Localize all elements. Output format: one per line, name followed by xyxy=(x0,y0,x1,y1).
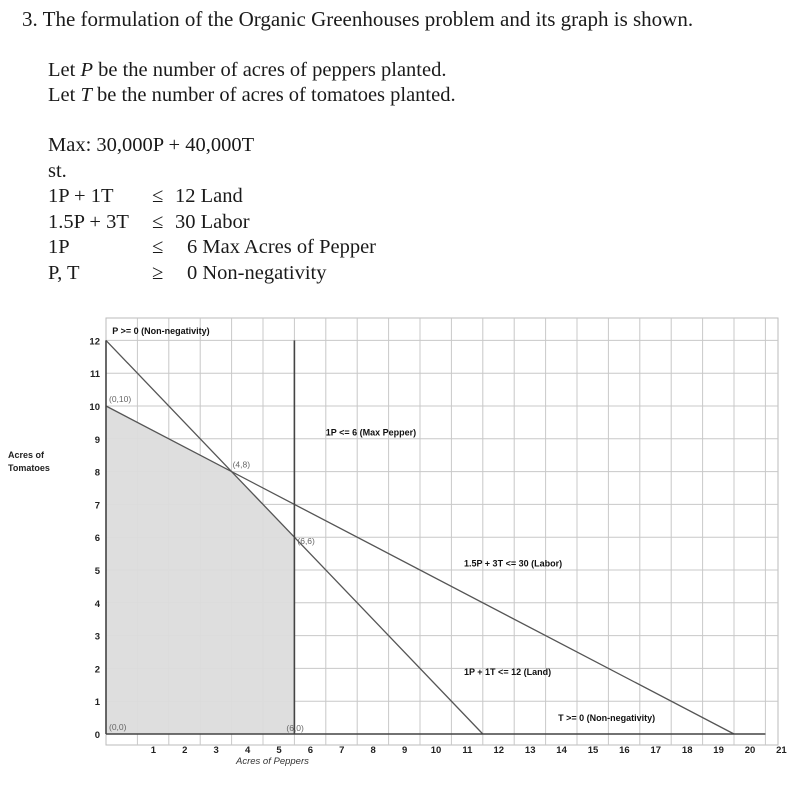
constraint-label: 1P + 1T <= 12 (Land) xyxy=(463,666,552,677)
x-tick-label: 17 xyxy=(650,745,662,756)
x-tick-label: 5 xyxy=(276,745,282,756)
corner-point-label: (4,8) xyxy=(232,459,251,470)
x-tick-label: 11 xyxy=(462,745,473,756)
constraint-label: P >= 0 (Non-negativity) xyxy=(112,325,210,336)
x-tick-label: 8 xyxy=(370,745,376,756)
y-tick-label: 12 xyxy=(89,336,100,348)
x-tick-label: 20 xyxy=(744,745,756,756)
y-tick-label: 10 xyxy=(89,402,100,413)
corner-point-label: (0,0) xyxy=(109,722,127,732)
x-tick-label: 1 xyxy=(150,745,157,756)
subject-to-label: st. xyxy=(48,159,67,182)
variable-definitions xyxy=(48,58,456,108)
y-tick-label: 0 xyxy=(94,730,100,741)
feasible-region-graph xyxy=(0,300,808,785)
definition-p: Let P be the number of acres of peppers planted. xyxy=(48,59,447,81)
y-tick-label: 1 xyxy=(94,697,100,709)
x-tick-label: 6 xyxy=(307,745,314,756)
x-tick-label: 4 xyxy=(244,745,251,756)
x-tick-label: 16 xyxy=(619,745,630,756)
x-tick-label: 18 xyxy=(681,745,693,756)
constraint-non-negativity: P, T ≥ 0 Non-negativity xyxy=(48,261,327,284)
x-tick-label: 7 xyxy=(339,745,345,756)
constraint-land: 1P + 1T ≤ 12 Land xyxy=(48,185,243,207)
y-tick-label: 8 xyxy=(94,467,100,479)
x-tick-label: 10 xyxy=(430,745,442,756)
y-tick-label: 4 xyxy=(94,598,100,610)
x-axis-title: Acres of Peppers xyxy=(236,756,309,767)
corner-point-label: (6,0) xyxy=(286,723,304,733)
corner-point-label: (6,6) xyxy=(297,536,315,547)
constraint-label: T >= 0 (Non-negativity) xyxy=(558,712,656,723)
problem-heading: 3. The formulation of the Organic Greenhouses problem and its graph is shown. xyxy=(22,7,694,31)
x-tick-label: 9 xyxy=(401,745,408,756)
x-tick-label: 19 xyxy=(713,745,724,756)
x-tick-label: 14 xyxy=(556,745,567,756)
y-axis-title: Acres of Tomatoes xyxy=(8,450,50,473)
y-tick-label: 2 xyxy=(94,664,100,676)
problem-statement xyxy=(22,6,693,32)
corner-point-label: (0,10) xyxy=(109,394,132,404)
definition-t: Let T be the number of acres of tomatoes planted. xyxy=(48,84,456,106)
constraint-labor: 1.5P + 3T ≤ 30 Labor xyxy=(48,210,250,233)
lp-formulation xyxy=(48,133,377,286)
objective-function: Max: 30,000P + 40,000T xyxy=(48,134,255,156)
y-tick-label: 6 xyxy=(94,533,100,545)
x-tick-label: 12 xyxy=(493,745,505,756)
constraint-label: 1.5P + 3T <= 30 (Labor) xyxy=(463,558,563,569)
y-tick-label: 3 xyxy=(94,631,100,643)
y-tick-label: 9 xyxy=(94,434,100,446)
y-tick-label: 7 xyxy=(94,500,100,512)
constraint-label: 1P <= 6 (Max Pepper) xyxy=(325,427,417,438)
x-tick-label: 2 xyxy=(182,745,188,756)
y-tick-label: 11 xyxy=(89,369,100,381)
x-tick-label: 3 xyxy=(213,745,219,756)
x-tick-label: 15 xyxy=(587,745,599,756)
constraint-max-pepper: 1P ≤ 6 Max Acres of Pepper xyxy=(48,236,377,258)
x-tick-label: 21 xyxy=(776,745,787,756)
y-tick-label: 5 xyxy=(94,566,100,577)
x-tick-label: 13 xyxy=(524,745,536,756)
